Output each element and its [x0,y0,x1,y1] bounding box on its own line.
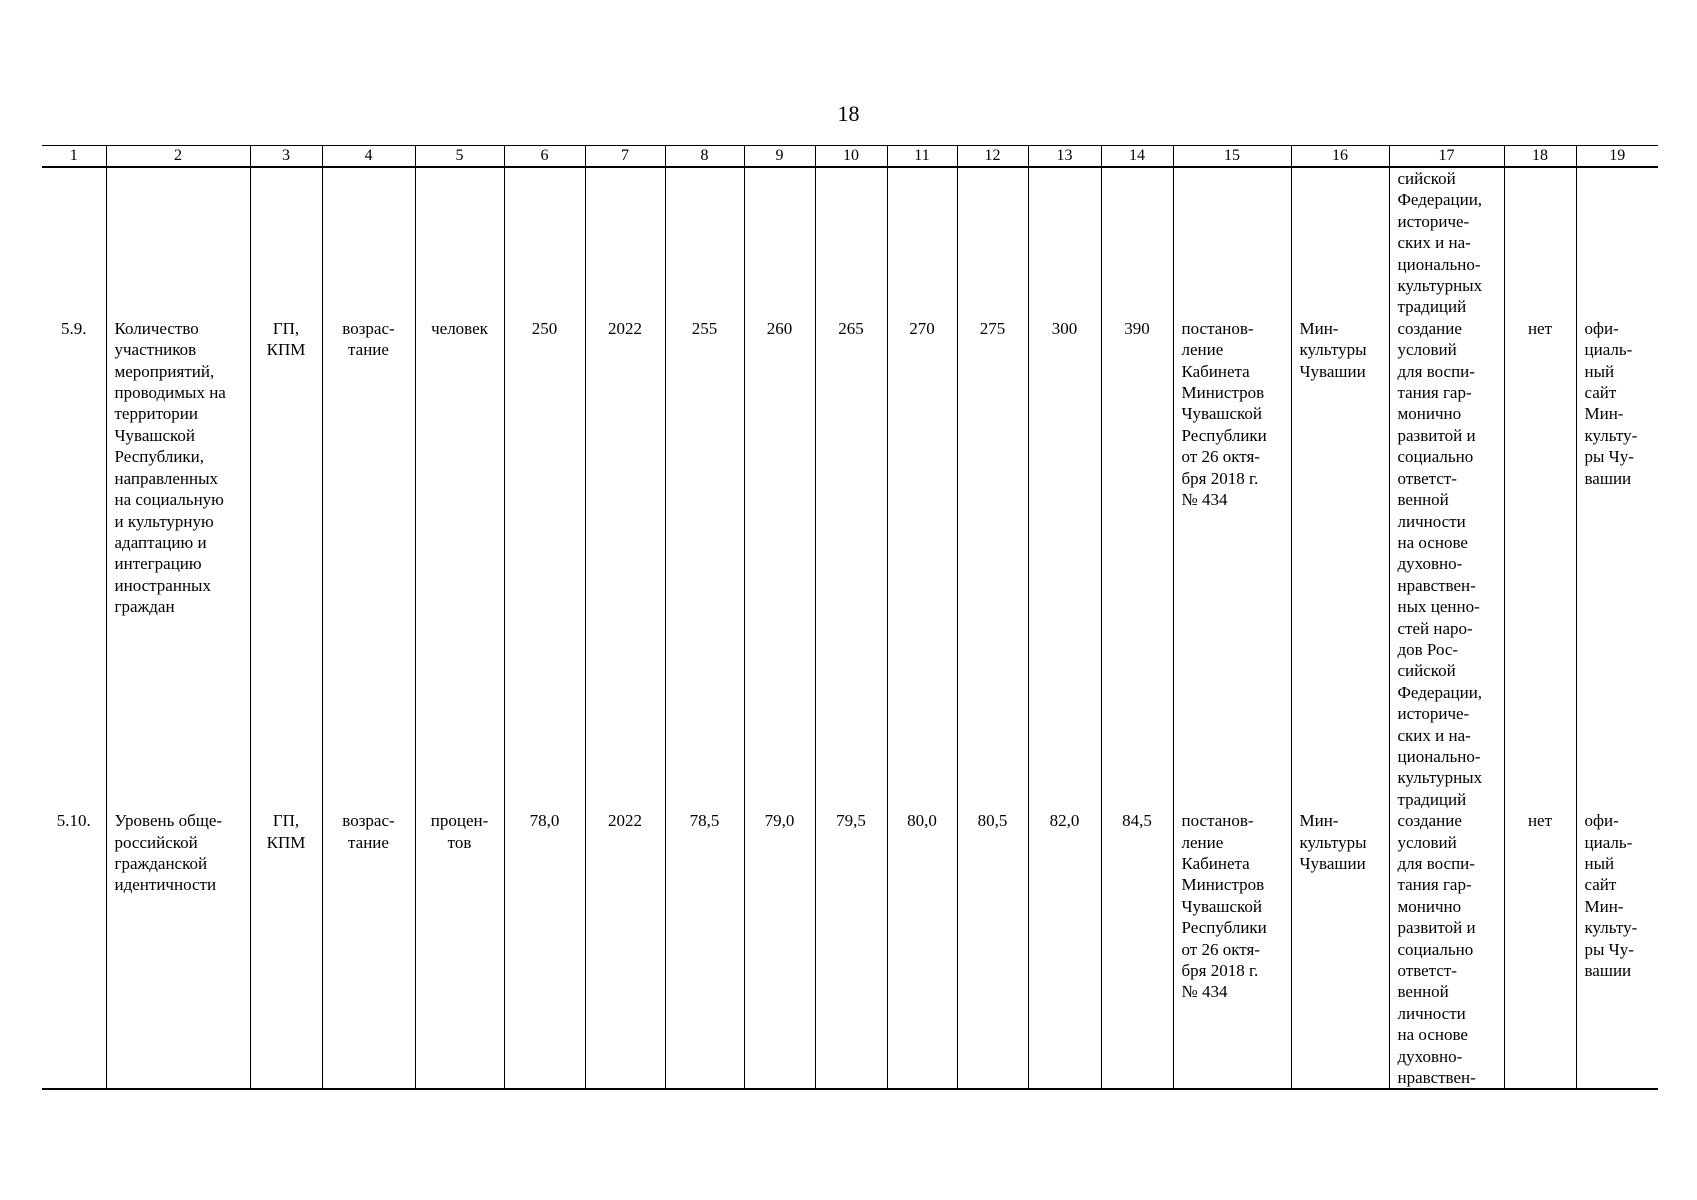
column-header: 16 [1291,146,1389,168]
column-header: 2 [106,146,250,168]
table-row [42,318,1658,810]
base-value-cell: 78,0 [504,810,585,1089]
column-header: 19 [1576,146,1658,168]
column-header: 9 [744,146,815,168]
col19-cell [1576,810,1658,1089]
col19-cell [1576,318,1658,810]
source-text: ГП, КПМ [266,811,306,852]
table-row-continuation [42,167,1658,318]
value-cell: 78,5 [665,810,744,1089]
col19-text: офи- циаль- ный сайт Мин- культу- ры Чу- вашии [1584,811,1638,981]
source-text: ГП, КПМ [266,318,306,360]
value-cell: 80,0 [887,810,957,1089]
responsible-cell [1291,318,1389,810]
value-cell: 82,0 [1028,810,1101,1089]
goal-text: создание условий для воспи- тания гар- монично развитой и социально ответст- венной личности на основе духовно- нравствен- [1397,811,1476,1088]
value-cell: 79,5 [815,810,887,1089]
table-header-row [42,146,1658,168]
column-header: 3 [250,146,322,168]
col19-text: офи- циаль- ный сайт Мин- культу- ры Чу- вашии [1584,318,1638,488]
column-header: 11 [887,146,957,168]
direction-cell [322,810,415,1089]
unit-cell [415,810,504,1089]
direction-cell [322,318,415,810]
column-header: 8 [665,146,744,168]
document-cell [1173,318,1291,810]
goal-text: создание условий для воспи- тания гар- монично развитой и социально ответст- венной личности на основе духовно- нравствен- ных ценно- стей наро- дов Рос- сийской Федерации, историче- ских и на- ционально- культурных традиций [1397,318,1483,809]
column-header: 12 [957,146,1028,168]
responsible-text: Мин- культуры Чувашии [1299,811,1367,873]
responsible-cell [1291,810,1389,1089]
document-text: постанов- ление Кабинета Министров Чувашской Республики от 26 октя- бря 2018 г. № 434 [1181,811,1267,1002]
goal-cell [1389,167,1504,318]
row-number: 5.9. [42,318,106,810]
value-cell: 265 [815,318,887,810]
column-header: 10 [815,146,887,168]
base-year-cell: 2022 [585,318,665,810]
unit-text: процен- тов [430,811,489,852]
source-cell [250,810,322,1089]
column-header: 7 [585,146,665,168]
column-header: 14 [1101,146,1173,168]
column-header: 1 [42,146,106,168]
column-header: 4 [322,146,415,168]
column-header: 15 [1173,146,1291,168]
base-year-cell: 2022 [585,810,665,1089]
page-number: 18 [837,101,860,126]
indicator-cell [106,810,250,1089]
indicators-table [42,145,1658,1090]
row-number: 5.10. [42,810,106,1089]
value-cell: 270 [887,318,957,810]
value-cell: 255 [665,318,744,810]
value-cell: 80,5 [957,810,1028,1089]
col18-cell: нет [1504,810,1576,1089]
value-cell: 84,5 [1101,810,1173,1089]
indicator-text: Уровень обще- российской гражданской идентичности [114,811,223,895]
goal-cell [1389,318,1504,810]
column-header: 13 [1028,146,1101,168]
direction-text: возрас- тание [342,811,395,852]
unit-text: человек [431,318,488,338]
column-header: 5 [415,146,504,168]
column-header: 18 [1504,146,1576,168]
direction-text: возрас- тание [342,318,395,360]
value-cell: 275 [957,318,1028,810]
col18-cell: нет [1504,318,1576,810]
column-header: 17 [1389,146,1504,168]
goal-cell [1389,810,1504,1089]
value-cell: 79,0 [744,810,815,1089]
value-cell: 300 [1028,318,1101,810]
value-cell: 390 [1101,318,1173,810]
goal-text: сийской Федерации, историче- ских и на- ционально- культурных традиций [1397,169,1483,317]
table-row [42,810,1658,1089]
column-header: 6 [504,146,585,168]
unit-cell [415,318,504,810]
indicator-text: Количество участников мероприятий, проводимых на территории Чувашской Республики, направленных на социальную и культурную адаптацию и интеграцию иностранных граждан [114,318,226,617]
responsible-text: Мин- культуры Чувашии [1299,318,1367,381]
base-value-cell: 250 [504,318,585,810]
indicator-cell [106,318,250,810]
value-cell: 260 [744,318,815,810]
source-cell [250,318,322,810]
document-text: постанов- ление Кабинета Министров Чувашской Республики от 26 октя- бря 2018 г. № 434 [1181,318,1267,510]
document-cell [1173,810,1291,1089]
